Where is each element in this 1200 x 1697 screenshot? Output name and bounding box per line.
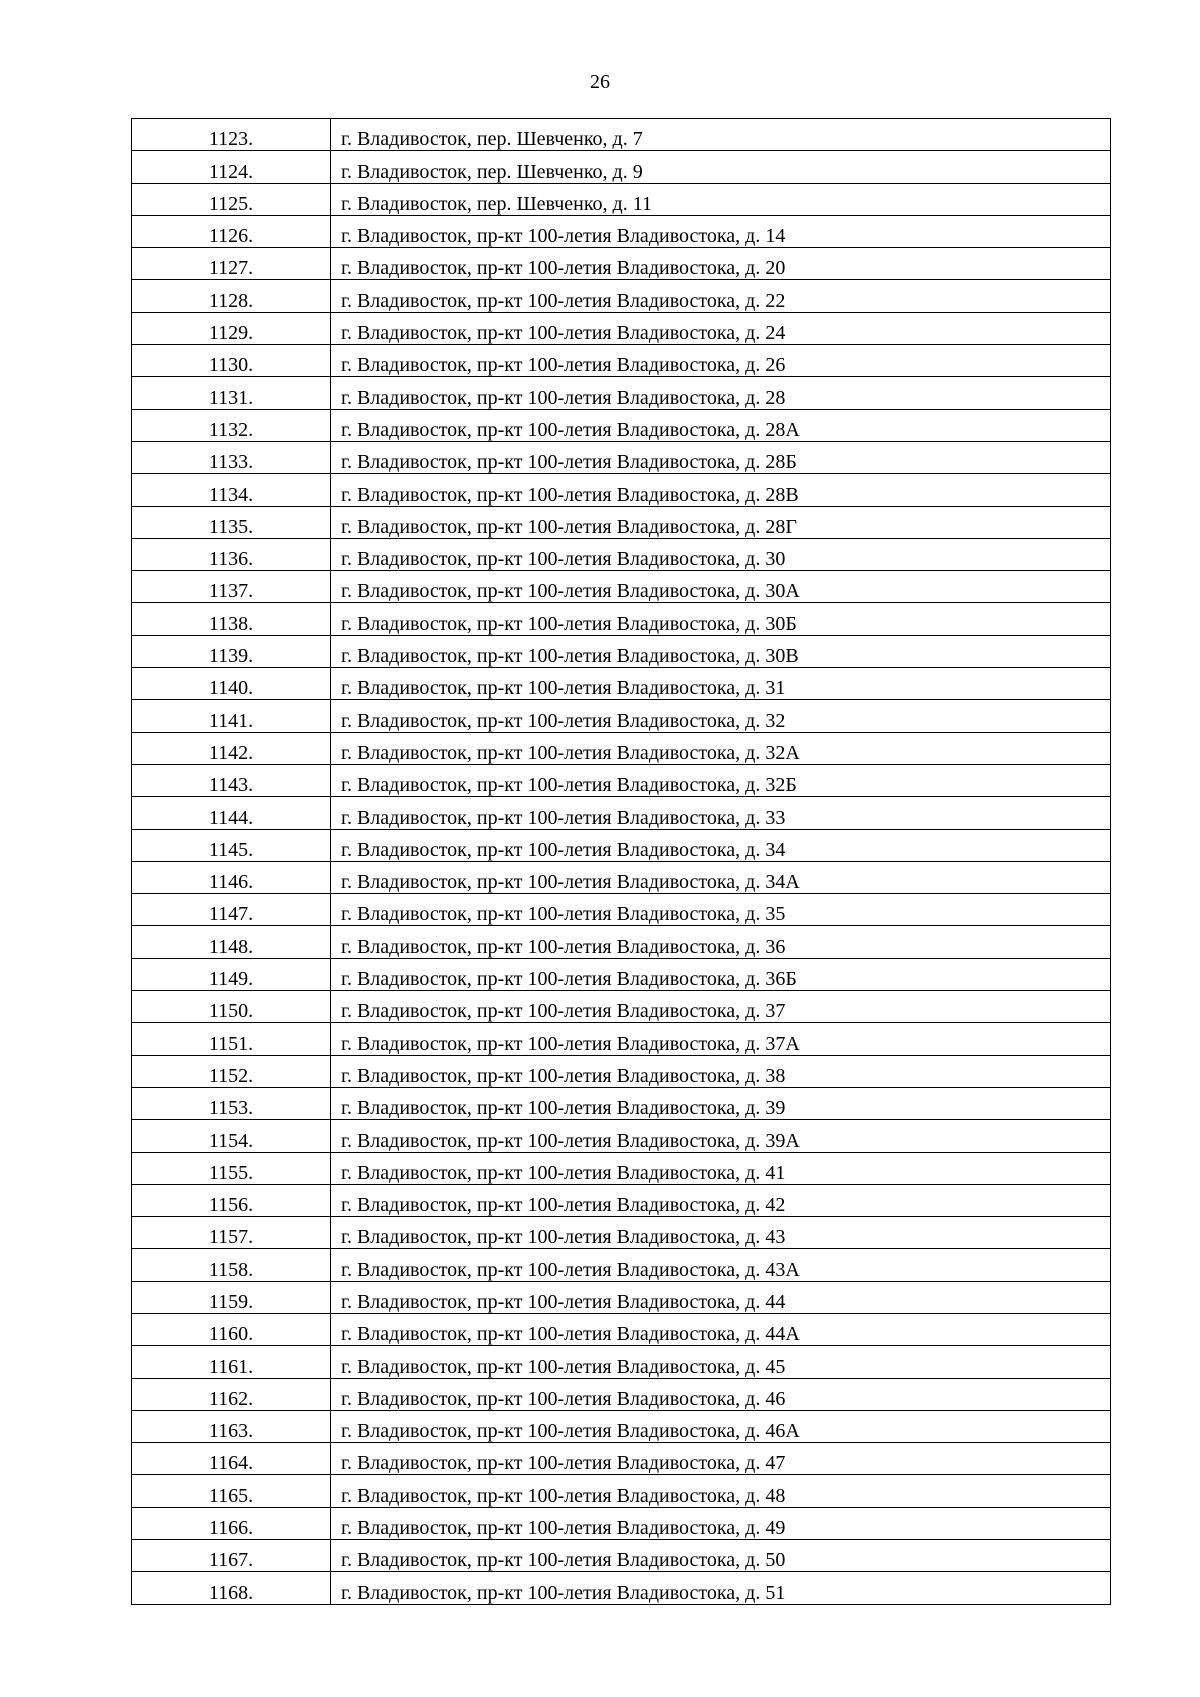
table-row	[132, 1184, 1111, 1216]
row-number-cell: 1164.	[132, 1443, 331, 1475]
table-row	[132, 926, 1111, 958]
row-number-cell: 1125.	[132, 183, 331, 215]
row-number-cell: 1163.	[132, 1410, 331, 1442]
address-cell: г. Владивосток, пр-кт 100-летия Владивостока, д. 45	[331, 1346, 1111, 1378]
table-row	[132, 151, 1111, 183]
row-number-cell: 1147.	[132, 894, 331, 926]
row-number-cell: 1130.	[132, 345, 331, 377]
address-cell: г. Владивосток, пр-кт 100-летия Владивостока, д. 48	[331, 1475, 1111, 1507]
row-number-cell: 1131.	[132, 377, 331, 409]
address-cell: г. Владивосток, пр-кт 100-летия Владивостока, д. 28	[331, 377, 1111, 409]
table-row	[132, 668, 1111, 700]
row-number-cell: 1151.	[132, 1023, 331, 1055]
address-cell: г. Владивосток, пр-кт 100-летия Владивостока, д. 50	[331, 1540, 1111, 1572]
address-cell: г. Владивосток, пр-кт 100-летия Владивостока, д. 33	[331, 797, 1111, 829]
address-cell: г. Владивосток, пр-кт 100-летия Владивостока, д. 47	[331, 1443, 1111, 1475]
row-number-cell: 1135.	[132, 506, 331, 538]
row-number-cell: 1154.	[132, 1120, 331, 1152]
address-cell: г. Владивосток, пр-кт 100-летия Владивостока, д. 31	[331, 668, 1111, 700]
address-cell: г. Владивосток, пр-кт 100-летия Владивостока, д. 42	[331, 1184, 1111, 1216]
row-number-cell: 1158.	[132, 1249, 331, 1281]
table-row	[132, 732, 1111, 764]
address-cell: г. Владивосток, пр-кт 100-летия Владивостока, д. 39А	[331, 1120, 1111, 1152]
row-number-cell: 1144.	[132, 797, 331, 829]
row-number-cell: 1142.	[132, 732, 331, 764]
table-row	[132, 1120, 1111, 1152]
row-number-cell: 1134.	[132, 474, 331, 506]
address-cell: г. Владивосток, пр-кт 100-летия Владивостока, д. 30	[331, 538, 1111, 570]
address-cell: г. Владивосток, пр-кт 100-летия Владивостока, д. 26	[331, 345, 1111, 377]
row-number-cell: 1145.	[132, 829, 331, 861]
row-number-cell: 1136.	[132, 538, 331, 570]
row-number-cell: 1124.	[132, 151, 331, 183]
row-number-cell: 1152.	[132, 1055, 331, 1087]
table-row	[132, 183, 1111, 215]
row-number-cell: 1146.	[132, 861, 331, 893]
table-row	[132, 1443, 1111, 1475]
address-cell: г. Владивосток, пр-кт 100-летия Владивостока, д. 39	[331, 1087, 1111, 1119]
table-row	[132, 1217, 1111, 1249]
table-row	[132, 829, 1111, 861]
address-cell: г. Владивосток, пр-кт 100-летия Владивостока, д. 44А	[331, 1313, 1111, 1345]
address-cell: г. Владивосток, пр-кт 100-летия Владивостока, д. 46	[331, 1378, 1111, 1410]
table-row	[132, 1249, 1111, 1281]
table-row	[132, 1152, 1111, 1184]
address-cell: г. Владивосток, пр-кт 100-летия Владивостока, д. 46А	[331, 1410, 1111, 1442]
row-number-cell: 1160.	[132, 1313, 331, 1345]
row-number-cell: 1155.	[132, 1152, 331, 1184]
address-cell: г. Владивосток, пр-кт 100-летия Владивостока, д. 44	[331, 1281, 1111, 1313]
address-cell: г. Владивосток, пр-кт 100-летия Владивостока, д. 36	[331, 926, 1111, 958]
table-row	[132, 119, 1111, 151]
table-row	[132, 1475, 1111, 1507]
row-number-cell: 1139.	[132, 635, 331, 667]
address-cell: г. Владивосток, пр-кт 100-летия Владивостока, д. 28Г	[331, 506, 1111, 538]
table-row	[132, 1313, 1111, 1345]
table-row	[132, 280, 1111, 312]
row-number-cell: 1141.	[132, 700, 331, 732]
table-row	[132, 603, 1111, 635]
table-row	[132, 345, 1111, 377]
row-number-cell: 1162.	[132, 1378, 331, 1410]
table-row	[132, 377, 1111, 409]
row-number-cell: 1133.	[132, 441, 331, 473]
row-number-cell: 1149.	[132, 958, 331, 990]
row-number-cell: 1132.	[132, 409, 331, 441]
address-cell: г. Владивосток, пер. Шевченко, д. 9	[331, 151, 1111, 183]
row-number-cell: 1143.	[132, 764, 331, 796]
address-table-body	[132, 119, 1111, 1605]
table-row	[132, 764, 1111, 796]
address-cell: г. Владивосток, пр-кт 100-летия Владивостока, д. 34	[331, 829, 1111, 861]
row-number-cell: 1156.	[132, 1184, 331, 1216]
address-table	[131, 118, 1111, 1605]
address-cell: г. Владивосток, пр-кт 100-летия Владивостока, д. 37	[331, 991, 1111, 1023]
address-cell: г. Владивосток, пр-кт 100-летия Владивостока, д. 36Б	[331, 958, 1111, 990]
row-number-cell: 1167.	[132, 1540, 331, 1572]
row-number-cell: 1157.	[132, 1217, 331, 1249]
row-number-cell: 1159.	[132, 1281, 331, 1313]
row-number-cell: 1140.	[132, 668, 331, 700]
table-row	[132, 1540, 1111, 1572]
address-cell: г. Владивосток, пр-кт 100-летия Владивостока, д. 30Б	[331, 603, 1111, 635]
row-number-cell: 1153.	[132, 1087, 331, 1119]
row-number-cell: 1150.	[132, 991, 331, 1023]
table-row	[132, 635, 1111, 667]
table-row	[132, 1023, 1111, 1055]
row-number-cell: 1129.	[132, 312, 331, 344]
address-cell: г. Владивосток, пр-кт 100-летия Владивостока, д. 22	[331, 280, 1111, 312]
row-number-cell: 1126.	[132, 215, 331, 247]
address-cell: г. Владивосток, пр-кт 100-летия Владивостока, д. 14	[331, 215, 1111, 247]
row-number-cell: 1148.	[132, 926, 331, 958]
address-cell: г. Владивосток, пр-кт 100-летия Владивостока, д. 30А	[331, 571, 1111, 603]
address-cell: г. Владивосток, пр-кт 100-летия Владивостока, д. 28А	[331, 409, 1111, 441]
table-row	[132, 1055, 1111, 1087]
row-number-cell: 1123.	[132, 119, 331, 151]
row-number-cell: 1165.	[132, 1475, 331, 1507]
table-row	[132, 1346, 1111, 1378]
table-row	[132, 506, 1111, 538]
table-row	[132, 700, 1111, 732]
address-cell: г. Владивосток, пр-кт 100-летия Владивостока, д. 32Б	[331, 764, 1111, 796]
table-row	[132, 894, 1111, 926]
address-cell: г. Владивосток, пр-кт 100-летия Владивостока, д. 38	[331, 1055, 1111, 1087]
table-row	[132, 797, 1111, 829]
address-cell: г. Владивосток, пр-кт 100-летия Владивостока, д. 20	[331, 248, 1111, 280]
address-cell: г. Владивосток, пр-кт 100-летия Владивостока, д. 32	[331, 700, 1111, 732]
address-cell: г. Владивосток, пр-кт 100-летия Владивостока, д. 35	[331, 894, 1111, 926]
row-number-cell: 1161.	[132, 1346, 331, 1378]
table-row	[132, 538, 1111, 570]
table-row	[132, 571, 1111, 603]
address-cell: г. Владивосток, пр-кт 100-летия Владивостока, д. 51	[331, 1572, 1111, 1604]
address-cell: г. Владивосток, пр-кт 100-летия Владивостока, д. 28Б	[331, 441, 1111, 473]
table-row	[132, 861, 1111, 893]
table-row	[132, 1087, 1111, 1119]
address-cell: г. Владивосток, пр-кт 100-летия Владивостока, д. 41	[331, 1152, 1111, 1184]
row-number-cell: 1137.	[132, 571, 331, 603]
address-cell: г. Владивосток, пр-кт 100-летия Владивостока, д. 37А	[331, 1023, 1111, 1055]
address-cell: г. Владивосток, пр-кт 100-летия Владивостока, д. 43	[331, 1217, 1111, 1249]
address-cell: г. Владивосток, пр-кт 100-летия Владивостока, д. 49	[331, 1507, 1111, 1539]
table-row	[132, 409, 1111, 441]
table-row	[132, 1281, 1111, 1313]
page-number: 26	[590, 71, 610, 93]
table-row	[132, 215, 1111, 247]
table-row	[132, 474, 1111, 506]
table-row	[132, 991, 1111, 1023]
row-number-cell: 1166.	[132, 1507, 331, 1539]
table-row	[132, 312, 1111, 344]
table-row	[132, 1507, 1111, 1539]
row-number-cell: 1138.	[132, 603, 331, 635]
address-cell: г. Владивосток, пр-кт 100-летия Владивостока, д. 34А	[331, 861, 1111, 893]
table-row	[132, 1378, 1111, 1410]
address-cell: г. Владивосток, пр-кт 100-летия Владивостока, д. 24	[331, 312, 1111, 344]
address-cell: г. Владивосток, пер. Шевченко, д. 7	[331, 119, 1111, 151]
address-cell: г. Владивосток, пер. Шевченко, д. 11	[331, 183, 1111, 215]
table-row	[132, 248, 1111, 280]
row-number-cell: 1128.	[132, 280, 331, 312]
table-row	[132, 1410, 1111, 1442]
table-row	[132, 441, 1111, 473]
address-cell: г. Владивосток, пр-кт 100-летия Владивостока, д. 43А	[331, 1249, 1111, 1281]
table-row	[132, 958, 1111, 990]
table-row	[132, 1572, 1111, 1604]
address-cell: г. Владивосток, пр-кт 100-летия Владивостока, д. 30В	[331, 635, 1111, 667]
address-cell: г. Владивосток, пр-кт 100-летия Владивостока, д. 32А	[331, 732, 1111, 764]
row-number-cell: 1127.	[132, 248, 331, 280]
address-cell: г. Владивосток, пр-кт 100-летия Владивостока, д. 28В	[331, 474, 1111, 506]
row-number-cell: 1168.	[132, 1572, 331, 1604]
